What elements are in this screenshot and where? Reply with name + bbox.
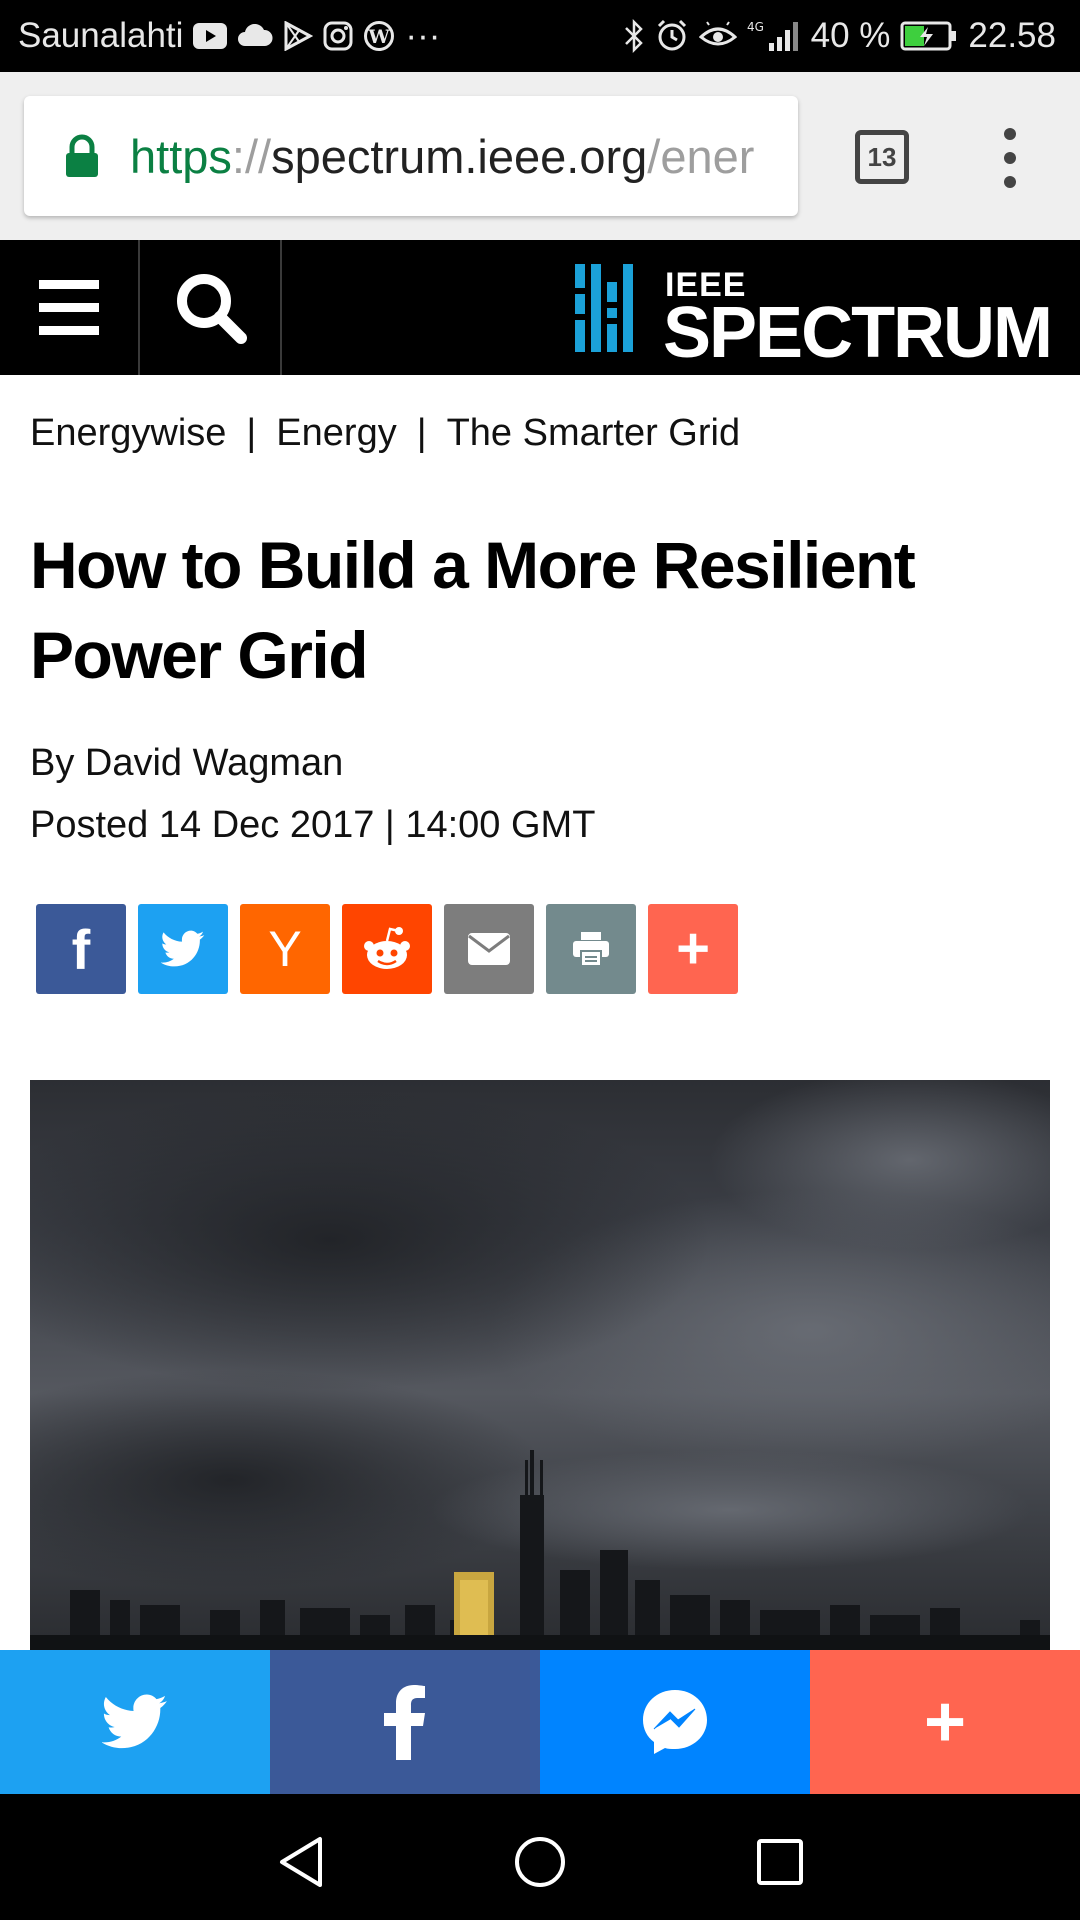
status-left	[18, 0, 440, 72]
sticky-messenger-button[interactable]	[540, 1650, 810, 1794]
back-icon[interactable]	[278, 1836, 324, 1888]
clock: 22.58	[968, 16, 1056, 55]
plus-icon: +	[676, 916, 710, 981]
breadcrumb-separator: |	[246, 412, 257, 454]
print-icon	[571, 931, 611, 967]
spectrum-mark-icon	[575, 262, 639, 354]
byline: By David Wagman	[30, 742, 344, 784]
sticky-more-button[interactable]	[810, 1650, 1080, 1794]
menu-dot	[1004, 152, 1016, 164]
url-host: spectrum.ieee.org	[271, 129, 648, 183]
cloud-icon	[237, 24, 273, 48]
network-type: 4G	[746, 20, 764, 34]
share-more-button[interactable]	[648, 904, 738, 994]
messenger-icon	[640, 1687, 710, 1757]
url-scheme: https	[130, 129, 232, 183]
more-notifications: ···	[405, 16, 441, 55]
youtube-icon	[193, 23, 227, 49]
battery-percent: 40 %	[810, 16, 891, 55]
url-text[interactable]	[130, 129, 754, 184]
android-nav-bar	[0, 1794, 1080, 1920]
bluetooth-icon	[623, 19, 645, 53]
svg-text:W: W	[368, 26, 391, 48]
reddit-icon	[361, 926, 413, 972]
hacker-news-icon: Y	[268, 921, 302, 977]
eye-icon	[699, 21, 737, 51]
share-print-button[interactable]	[546, 904, 636, 994]
search-button[interactable]	[142, 240, 282, 375]
logo-ieee-text: IEEE	[665, 266, 747, 304]
breadcrumb-separator: |	[416, 412, 427, 454]
facebook-icon	[383, 1684, 427, 1760]
battery-icon	[900, 21, 958, 51]
play-store-icon	[283, 21, 313, 51]
share-twitter-button[interactable]	[138, 904, 228, 994]
browser-toolbar	[0, 72, 1080, 240]
home-icon[interactable]	[514, 1836, 566, 1888]
wordpress-icon	[363, 20, 395, 52]
email-icon	[467, 932, 511, 966]
share-facebook-button[interactable]	[36, 904, 126, 994]
sticky-twitter-button[interactable]	[0, 1650, 270, 1794]
alarm-icon	[655, 19, 689, 53]
share-hacker-news-button[interactable]	[240, 904, 330, 994]
tab-count: 13	[867, 141, 897, 172]
site-header	[0, 240, 1080, 375]
plus-icon: +	[923, 1682, 967, 1762]
menu-line	[39, 326, 99, 335]
url-path: /ener	[647, 129, 755, 183]
facebook-icon: f	[71, 917, 91, 981]
lock-icon	[64, 134, 100, 178]
menu-dot	[1004, 176, 1016, 188]
logo-spectrum-text: SPECTRUM	[663, 293, 1052, 373]
address-bar[interactable]	[24, 96, 798, 216]
breadcrumb	[30, 412, 740, 455]
ieee-spectrum-logo[interactable]	[575, 258, 1055, 373]
hamburger-menu-icon[interactable]	[0, 240, 140, 375]
share-reddit-button[interactable]	[342, 904, 432, 994]
menu-dot	[1004, 128, 1016, 140]
hero-image	[30, 1080, 1050, 1650]
status-right	[623, 0, 1056, 72]
recents-icon[interactable]	[756, 1838, 804, 1886]
twitter-icon	[102, 1694, 168, 1750]
storm-skyline-photo	[30, 1080, 1050, 1650]
breadcrumb-item-energywise[interactable]: Energywise	[30, 412, 227, 454]
search-icon	[173, 270, 249, 346]
browser-menu-button[interactable]	[998, 128, 1022, 188]
breadcrumb-item-smarter-grid[interactable]: The Smarter Grid	[446, 412, 741, 454]
tab-switcher-button[interactable]	[855, 130, 909, 184]
share-email-button[interactable]	[444, 904, 534, 994]
menu-line	[39, 303, 99, 312]
posted-date: Posted 14 Dec 2017 | 14:00 GMT	[30, 804, 596, 846]
menu-line	[39, 280, 99, 289]
sticky-share-bar	[0, 1650, 1080, 1794]
url-separator: ://	[231, 129, 272, 183]
signal-icon	[747, 19, 801, 53]
share-toolbar	[36, 904, 738, 994]
page-title: How to Build a More Resilient Power Grid	[30, 528, 915, 692]
twitter-icon	[161, 930, 205, 968]
instagram-icon	[323, 21, 353, 51]
carrier-name: Saunalahti	[18, 16, 184, 55]
status-bar	[0, 0, 1080, 72]
sticky-facebook-button[interactable]	[270, 1650, 540, 1794]
breadcrumb-item-energy[interactable]: Energy	[276, 412, 397, 454]
